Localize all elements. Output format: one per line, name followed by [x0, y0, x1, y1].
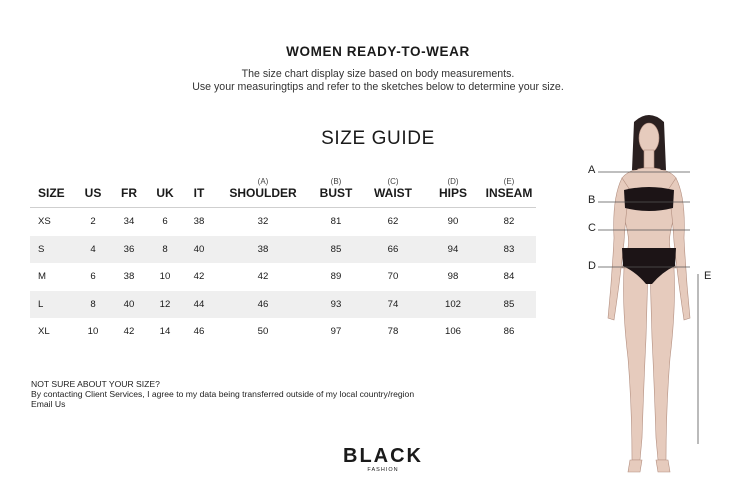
table-cell: 44	[182, 291, 216, 319]
size-help-note	[31, 379, 414, 409]
table-row	[30, 291, 536, 319]
help-heading: NOT SURE ABOUT YOUR SIZE?	[31, 379, 160, 389]
table-cell: M	[38, 271, 46, 283]
table-cell: 10	[159, 271, 171, 283]
table-cell: L	[30, 291, 76, 319]
table-cell: 38	[193, 216, 205, 228]
subtitle-line-2: Use your measuringtips and refer to the sketches below to determine your size.	[192, 81, 564, 93]
column-header: FR	[110, 166, 148, 208]
table-cell: 6	[162, 216, 168, 228]
table-row	[30, 318, 536, 346]
table-cell: 6	[90, 271, 96, 283]
table-cell: 70	[387, 271, 399, 283]
measurement-label-e: E	[704, 270, 712, 282]
table-header-row	[30, 166, 536, 208]
column-header: IT	[182, 166, 216, 208]
page-title: WOMEN READY-TO-WEAR	[286, 44, 470, 59]
table-cell: 40	[110, 291, 148, 319]
column-header: UK	[148, 166, 182, 208]
table-cell: 85	[310, 236, 362, 264]
table-cell: 4	[76, 236, 110, 264]
table-cell: 78	[387, 326, 399, 338]
help-consent-text: By contacting Client Services, I agree to my data being transferred outside of my local country/region	[31, 389, 415, 399]
table-cell: 81	[330, 216, 342, 228]
table-cell: 42	[257, 271, 269, 283]
table-cell: 94	[424, 236, 482, 264]
table-cell: 40	[182, 236, 216, 264]
table-cell: XS	[38, 216, 51, 228]
table-cell: 38	[216, 236, 310, 264]
measurement-label-d: D	[588, 260, 596, 272]
figure-illustration	[578, 108, 756, 490]
table-cell: 62	[387, 216, 399, 228]
brand-logo	[318, 446, 448, 473]
table-cell: 34	[123, 216, 135, 228]
table-cell: 84	[503, 271, 515, 283]
column-header: (C) WAIST	[362, 166, 424, 208]
table-cell: 89	[330, 271, 342, 283]
table-cell: 10	[87, 326, 99, 338]
brand-name: BLACK	[343, 445, 423, 467]
table-cell: 98	[447, 271, 459, 283]
table-cell: 32	[257, 216, 269, 228]
column-header: (E) INSEAM	[482, 166, 536, 208]
size-guide-title: SIZE GUIDE	[321, 128, 435, 149]
page-subtitle	[0, 68, 756, 94]
table-cell: 42	[123, 326, 135, 338]
table-cell: 74	[362, 291, 424, 319]
email-us-link[interactable]: Email Us	[31, 399, 66, 409]
table-cell: 8	[148, 236, 182, 264]
body-measurement-sketch	[578, 108, 756, 490]
table-cell: 66	[362, 236, 424, 264]
table-cell: 46	[193, 326, 205, 338]
size-table	[30, 166, 536, 346]
table-cell: 2	[90, 216, 96, 228]
measurement-label-a: A	[588, 164, 596, 176]
table-cell: 46	[216, 291, 310, 319]
table-cell: 50	[257, 326, 269, 338]
table-cell: 83	[482, 236, 536, 264]
measurement-label-c: C	[588, 222, 596, 234]
table-cell: 42	[193, 271, 205, 283]
table-row	[30, 236, 536, 264]
column-header: (A) SHOULDER	[216, 166, 310, 208]
table-cell: 102	[424, 291, 482, 319]
table-row	[30, 208, 536, 236]
column-header: (B) BUST	[310, 166, 362, 208]
table-cell: 90	[447, 216, 459, 228]
table-cell: 85	[482, 291, 536, 319]
table-row	[30, 263, 536, 291]
table-cell: 97	[330, 326, 342, 338]
table-cell: S	[30, 236, 76, 264]
table-cell: XL	[38, 326, 50, 338]
table-cell: 106	[444, 326, 461, 338]
column-header: SIZE	[30, 166, 76, 208]
table-cell: 36	[110, 236, 148, 264]
subtitle-line-1: The size chart display size based on body measurements.	[241, 68, 515, 80]
table-cell: 38	[123, 271, 135, 283]
column-header: US	[76, 166, 110, 208]
page-header	[0, 44, 756, 94]
table-cell: 8	[76, 291, 110, 319]
column-header: (D) HIPS	[424, 166, 482, 208]
table-cell: 12	[148, 291, 182, 319]
table-cell: 86	[503, 326, 515, 338]
table-cell: 93	[310, 291, 362, 319]
measurement-label-b: B	[588, 194, 596, 206]
table-cell: 82	[503, 216, 515, 228]
table-cell: 14	[159, 326, 171, 338]
brand-subtitle: FASHION	[367, 467, 399, 473]
